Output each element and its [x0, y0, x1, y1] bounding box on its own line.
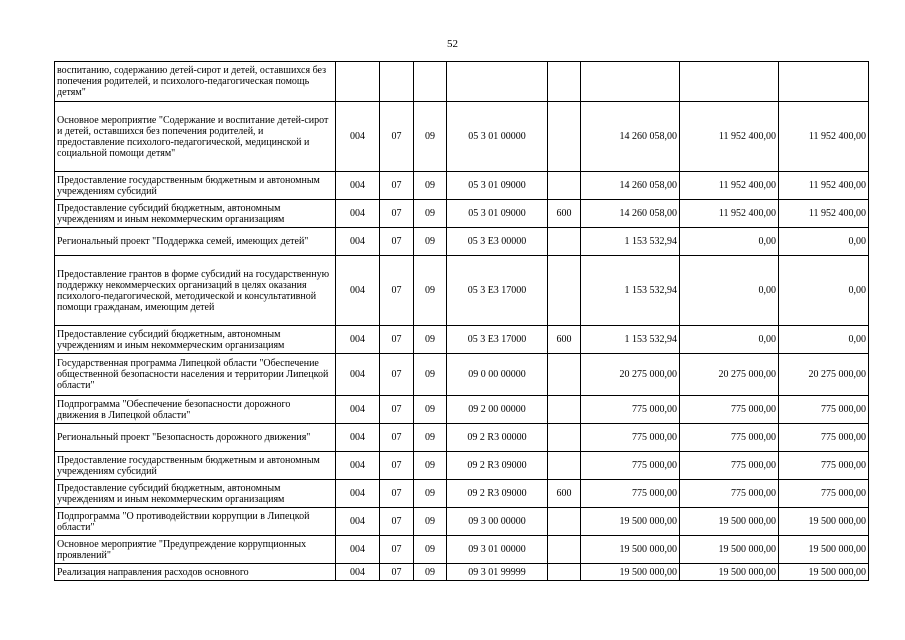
expense-type: 600 — [548, 326, 581, 354]
table-row — [55, 564, 869, 581]
ministry-code: 004 — [336, 200, 380, 228]
table-row — [55, 424, 869, 452]
section-code: 07 — [380, 508, 414, 536]
expense-type — [548, 228, 581, 256]
row-name: Региональный проект "Безопасность дорожного движения" — [55, 424, 336, 452]
amount-year-1: 19 500 000,00 — [581, 508, 680, 536]
row-name: Предоставление субсидий бюджетным, автономным учреждениям и иным некоммерческим организациям — [55, 200, 336, 228]
amount-year-3: 0,00 — [779, 326, 869, 354]
section-code: 07 — [380, 480, 414, 508]
expense-type — [548, 172, 581, 200]
subsection-code: 09 — [414, 536, 447, 564]
ministry-code: 004 — [336, 354, 380, 396]
target-article — [447, 62, 548, 102]
section-code: 07 — [380, 396, 414, 424]
target-article: 09 0 00 00000 — [447, 354, 548, 396]
row-name: Основное мероприятие "Предупреждение коррупционных проявлений" — [55, 536, 336, 564]
amount-year-2: 0,00 — [680, 256, 779, 326]
section-code: 07 — [380, 102, 414, 172]
amount-year-2: 20 275 000,00 — [680, 354, 779, 396]
table-row — [55, 172, 869, 200]
target-article: 09 2 R3 00000 — [447, 424, 548, 452]
section-code: 07 — [380, 424, 414, 452]
expense-type — [548, 564, 581, 581]
row-name: Реализация направления расходов основного — [55, 564, 336, 581]
subsection-code: 09 — [414, 424, 447, 452]
target-article: 05 3 01 09000 — [447, 172, 548, 200]
table-row — [55, 480, 869, 508]
amount-year-1: 775 000,00 — [581, 452, 680, 480]
expense-type — [548, 508, 581, 536]
amount-year-2: 11 952 400,00 — [680, 102, 779, 172]
subsection-code — [414, 62, 447, 102]
row-name: Предоставление субсидий бюджетным, автономным учреждениям и иным некоммерческим организациям — [55, 326, 336, 354]
target-article: 09 3 01 00000 — [447, 536, 548, 564]
amount-year-3: 19 500 000,00 — [779, 564, 869, 581]
row-name: Подпрограмма "Обеспечение безопасности дорожного движения в Липецкой области" — [55, 396, 336, 424]
ministry-code: 004 — [336, 536, 380, 564]
row-name: Предоставление государственным бюджетным и автономным учреждениям субсидий — [55, 452, 336, 480]
subsection-code: 09 — [414, 354, 447, 396]
section-code: 07 — [380, 452, 414, 480]
target-article: 05 3 01 09000 — [447, 200, 548, 228]
expense-type — [548, 62, 581, 102]
ministry-code — [336, 62, 380, 102]
amount-year-2: 0,00 — [680, 326, 779, 354]
amount-year-3: 0,00 — [779, 256, 869, 326]
amount-year-2: 775 000,00 — [680, 480, 779, 508]
amount-year-2 — [680, 62, 779, 102]
amount-year-1 — [581, 62, 680, 102]
amount-year-2: 11 952 400,00 — [680, 200, 779, 228]
section-code: 07 — [380, 564, 414, 581]
subsection-code: 09 — [414, 200, 447, 228]
target-article: 09 2 00 00000 — [447, 396, 548, 424]
row-name: Предоставление государственным бюджетным и автономным учреждениям субсидий — [55, 172, 336, 200]
table-row — [55, 326, 869, 354]
section-code: 07 — [380, 354, 414, 396]
row-name: воспитанию, содержанию детей-сирот и детей, оставшихся без попечения родителей, и психолого-педагогическая помощь детям" — [55, 62, 336, 102]
amount-year-3: 11 952 400,00 — [779, 172, 869, 200]
amount-year-1: 14 260 058,00 — [581, 102, 680, 172]
subsection-code: 09 — [414, 256, 447, 326]
amount-year-3: 0,00 — [779, 228, 869, 256]
ministry-code: 004 — [336, 102, 380, 172]
amount-year-2: 19 500 000,00 — [680, 508, 779, 536]
ministry-code: 004 — [336, 256, 380, 326]
target-article: 09 2 R3 09000 — [447, 452, 548, 480]
subsection-code: 09 — [414, 228, 447, 256]
target-article: 09 3 01 99999 — [447, 564, 548, 581]
table-row — [55, 102, 869, 172]
ministry-code: 004 — [336, 480, 380, 508]
table-row — [55, 536, 869, 564]
amount-year-1: 775 000,00 — [581, 396, 680, 424]
section-code: 07 — [380, 536, 414, 564]
amount-year-1: 19 500 000,00 — [581, 536, 680, 564]
target-article: 05 3 Е3 17000 — [447, 326, 548, 354]
expense-type — [548, 102, 581, 172]
subsection-code: 09 — [414, 102, 447, 172]
table-row — [55, 200, 869, 228]
ministry-code: 004 — [336, 172, 380, 200]
amount-year-3: 775 000,00 — [779, 396, 869, 424]
subsection-code: 09 — [414, 480, 447, 508]
expense-type — [548, 536, 581, 564]
expense-type — [548, 256, 581, 326]
row-name: Региональный проект "Поддержка семей, имеющих детей" — [55, 228, 336, 256]
target-article: 09 2 R3 09000 — [447, 480, 548, 508]
subsection-code: 09 — [414, 172, 447, 200]
table-row — [55, 508, 869, 536]
target-article: 05 3 Е3 17000 — [447, 256, 548, 326]
subsection-code: 09 — [414, 564, 447, 581]
amount-year-3: 775 000,00 — [779, 452, 869, 480]
amount-year-1: 775 000,00 — [581, 480, 680, 508]
subsection-code: 09 — [414, 452, 447, 480]
budget-table — [54, 61, 869, 581]
amount-year-3: 11 952 400,00 — [779, 102, 869, 172]
target-article: 05 3 Е3 00000 — [447, 228, 548, 256]
amount-year-1: 14 260 058,00 — [581, 200, 680, 228]
page-number: 52 — [447, 38, 458, 50]
expense-type — [548, 424, 581, 452]
amount-year-1: 1 153 532,94 — [581, 326, 680, 354]
subsection-code: 09 — [414, 396, 447, 424]
amount-year-3: 775 000,00 — [779, 480, 869, 508]
section-code — [380, 62, 414, 102]
target-article: 05 3 01 00000 — [447, 102, 548, 172]
amount-year-2: 775 000,00 — [680, 452, 779, 480]
subsection-code: 09 — [414, 508, 447, 536]
ministry-code: 004 — [336, 396, 380, 424]
table-row — [55, 452, 869, 480]
section-code: 07 — [380, 200, 414, 228]
amount-year-2: 775 000,00 — [680, 396, 779, 424]
expense-type — [548, 354, 581, 396]
row-name: Предоставление субсидий бюджетным, автономным учреждениям и иным некоммерческим организациям — [55, 480, 336, 508]
table-row — [55, 228, 869, 256]
amount-year-1: 1 153 532,94 — [581, 256, 680, 326]
section-code: 07 — [380, 228, 414, 256]
amount-year-1: 19 500 000,00 — [581, 564, 680, 581]
table-row — [55, 354, 869, 396]
row-name: Основное мероприятие "Содержание и воспитание детей-сирот и детей, оставшихся без попечения родителей, и предоставление психолого-педагогической, медицинской и социальной помощи детям" — [55, 102, 336, 172]
expense-type — [548, 452, 581, 480]
ministry-code: 004 — [336, 452, 380, 480]
amount-year-3 — [779, 62, 869, 102]
amount-year-3: 20 275 000,00 — [779, 354, 869, 396]
amount-year-1: 1 153 532,94 — [581, 228, 680, 256]
subsection-code: 09 — [414, 326, 447, 354]
expense-type: 600 — [548, 200, 581, 228]
ministry-code: 004 — [336, 228, 380, 256]
section-code: 07 — [380, 326, 414, 354]
amount-year-2: 19 500 000,00 — [680, 564, 779, 581]
table-row — [55, 396, 869, 424]
amount-year-2: 19 500 000,00 — [680, 536, 779, 564]
amount-year-3: 19 500 000,00 — [779, 508, 869, 536]
expense-type: 600 — [548, 480, 581, 508]
section-code: 07 — [380, 172, 414, 200]
table-body — [55, 62, 869, 581]
row-name: Подпрограмма "О противодействии коррупции в Липецкой области" — [55, 508, 336, 536]
amount-year-3: 11 952 400,00 — [779, 200, 869, 228]
expense-type — [548, 396, 581, 424]
ministry-code: 004 — [336, 508, 380, 536]
amount-year-2: 775 000,00 — [680, 424, 779, 452]
amount-year-2: 0,00 — [680, 228, 779, 256]
row-name: Предоставление грантов в форме субсидий на государственную поддержку некоммерческих организаций в целях оказания психолого-педагогической, методической и консультативной помощи гражданам, имеющим детей — [55, 256, 336, 326]
target-article: 09 3 00 00000 — [447, 508, 548, 536]
amount-year-1: 20 275 000,00 — [581, 354, 680, 396]
row-name: Государственная программа Липецкой области "Обеспечение общественной безопасности населения и территории Липецкой области" — [55, 354, 336, 396]
amount-year-2: 11 952 400,00 — [680, 172, 779, 200]
table-row — [55, 62, 869, 102]
ministry-code: 004 — [336, 564, 380, 581]
amount-year-3: 775 000,00 — [779, 424, 869, 452]
amount-year-3: 19 500 000,00 — [779, 536, 869, 564]
ministry-code: 004 — [336, 424, 380, 452]
table-row — [55, 256, 869, 326]
ministry-code: 004 — [336, 326, 380, 354]
amount-year-1: 14 260 058,00 — [581, 172, 680, 200]
section-code: 07 — [380, 256, 414, 326]
amount-year-1: 775 000,00 — [581, 424, 680, 452]
